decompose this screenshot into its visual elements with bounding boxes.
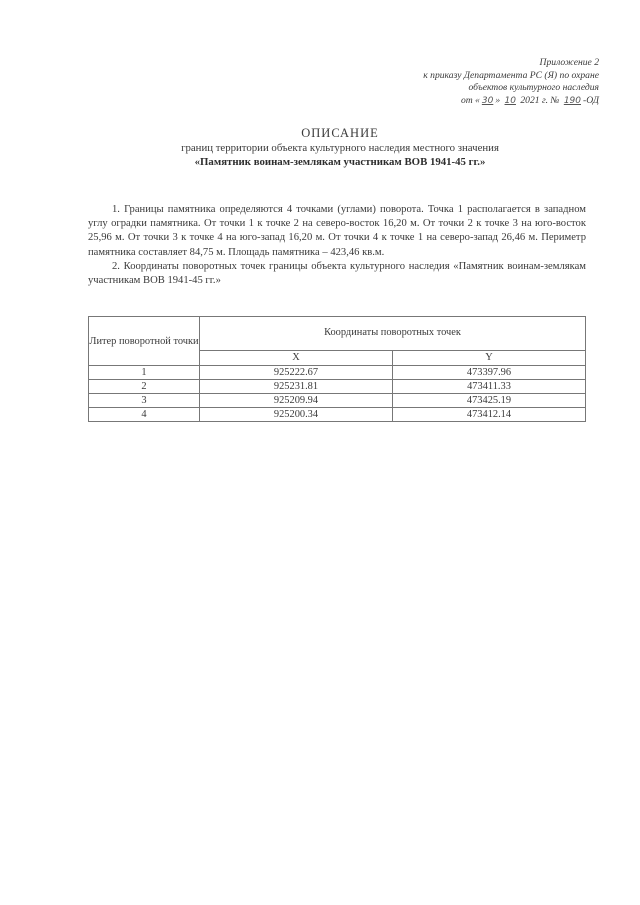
coordinates-table (88, 316, 586, 422)
cell-x: 925200.34 (200, 408, 393, 422)
document-title: ОПИСАНИЕ (301, 126, 379, 140)
appendix-header (339, 57, 599, 107)
appendix-date-line: от « 30 » 10 2021 г. № 190 -ОД (460, 94, 599, 106)
table-row (89, 408, 586, 422)
cell-x: 925222.67 (200, 366, 393, 380)
document-subtitle: границ территории объекта культурного наследия местного значения (181, 142, 499, 154)
cell-point: 3 (89, 394, 200, 408)
date-day: 30 (481, 95, 494, 106)
cell-x: 925231.81 (200, 380, 393, 394)
cell-y: 473412.14 (393, 408, 586, 422)
paragraph-boundaries: 1. Границы памятника определяются 4 точками (углами) поворота. Точка 1 располагается в западном углу оградки памятника. От точки 1 к точке 2 на северо-восток 16,20 м. От точки 2 к точке 3 на юго-восток 25,96 м. От точки 3 к точке 4 на юго-запад 16,20 м. От точки 4 к точке 1 на северо-запад 26,46 м. Периметр памятника составляет 84,75 м. Площадь памятника – 423,46 кв.м. (88, 204, 586, 258)
title-block (70, 126, 610, 169)
table-row (89, 380, 586, 394)
monument-name: «Памятник воинам-землякам участникам ВОВ 1941-45 гг.» (194, 156, 486, 168)
description-body (88, 203, 586, 288)
cell-point: 1 (89, 366, 200, 380)
header-y: Y (393, 350, 586, 365)
paragraph-coordinates-intro: 2. Координаты поворотных точек границы объекта культурного наследия «Памятник воинам-землякам участникам ВОВ 1941-45 гг.» (88, 260, 586, 287)
cell-y: 473411.33 (393, 380, 586, 394)
header-x: X (200, 350, 393, 365)
date-month: 10 (504, 95, 516, 106)
table-row (89, 394, 586, 408)
cell-point: 4 (89, 408, 200, 422)
cell-point: 2 (89, 380, 200, 394)
header-liter: Литер поворотной точки (89, 317, 200, 366)
header-coordinates: Координаты поворотных точек (200, 317, 586, 351)
order-number: 190 (563, 95, 581, 106)
table-row (89, 366, 586, 380)
appendix-title: Приложение 2 (539, 57, 599, 68)
table-header-row (89, 317, 586, 351)
cell-x: 925209.94 (200, 394, 393, 408)
appendix-order-reference: к приказу Департамента РС (Я) по охране (423, 69, 599, 81)
appendix-department: объектов культурного наследия (468, 82, 599, 94)
cell-y: 473425.19 (393, 394, 586, 408)
cell-y: 473397.96 (393, 366, 586, 380)
